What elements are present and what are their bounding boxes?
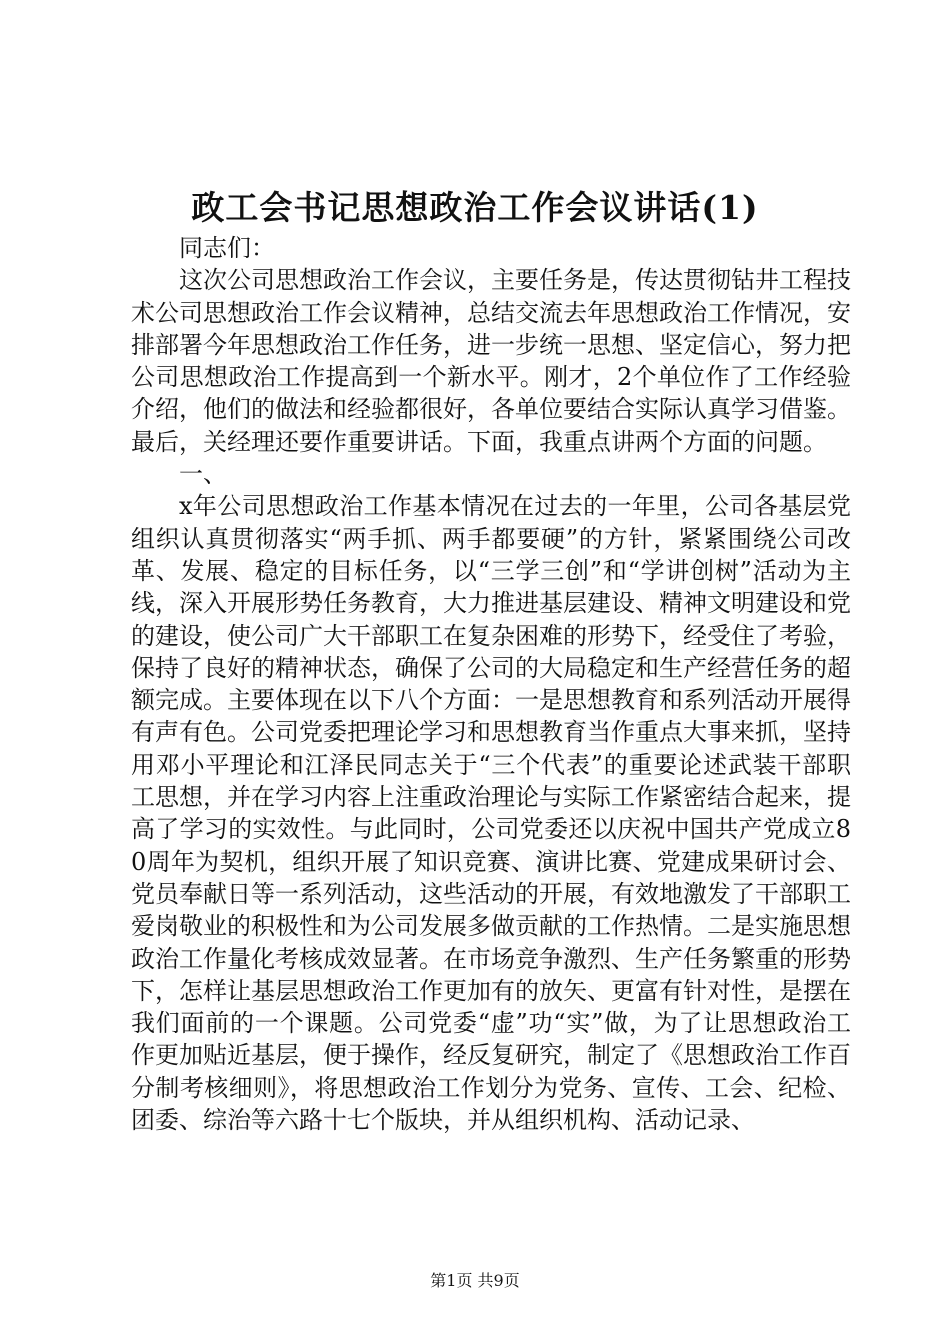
page-number-footer: 第1页 共9页: [430, 1271, 520, 1290]
greeting-paragraph: 同志们：: [179, 234, 275, 262]
section-paragraph: x年公司思想政治工作基本情况在过去的一年里，公司各基层党组织认真贯彻落实“两手抓、两手都要硬”的方针，紧紧围绕公司改革、发展、稳定的目标任务，以“三学三创”和“学讲创树”活动为主线，深入开展形势任务教育，大力推进基层建设、精神文明建设和党的建设，使公司广大干部职工在复杂困难的形势下，经受住了考验，保持了良好的精神状态，确保了公司的大局稳定和生产经营任务的超额完成。主要体现在以下八个方面：一是思想教育和系列活动开展得有声有色。公司党委把理论学习和思想教育当作重点大事来抓，坚持用邓小平理论和江泽民同志关于“三个代表”的重要论述武装干部职工思想，并在学习内容上注重政治理论与实际工作紧密结合起来，提高了学习的实效性。与此同时，公司党委还以庆祝中国共产党成立80周年为契机，组织开展了知识竞赛、演讲比赛、党建成果研讨会、党员奉献日等一系列活动，这些活动的开展，有效地激发了干部职工爱岗敬业的积极性和为公司发展多做贡献的工作热情。二是实施思想政治工作量化考核成效显著。在市场竞争激烈、生产任务繁重的形势下，怎样让基层思想政治工作更加有的放矢、更富有针对性，是摆在我们面前的一个课题。公司党委“虚”功“实”做，为了让思想政治工作更加贴近基层，便于操作，经反复研究，制定了《思想政治工作百分制考核细则》，将思想政治工作划分为党务、宣传、工会、纪检、团委、综治等六路十七个版块，并从组织机构、活动记录、: [131, 492, 851, 1135]
document-title: 政工会书记思想政治工作会议讲话(1): [191, 188, 759, 227]
section-heading: 一、: [179, 460, 227, 489]
intro-paragraph: 这次公司思想政治工作会议，主要任务是，传达贯彻钻井工程技术公司思想政治工作会议精神，总结交流去年思想政治工作情况，安排部署今年思想政治工作任务，进一步统一思想、坚定信心，努力把公司思想政治工作提高到一个新水平。刚才，2个单位作了工作经验介绍，他们的做法和经验都很好，各单位要结合实际认真学习借鉴。最后，关经理还要作重要讲话。下面，我重点讲两个方面的问题。: [131, 266, 851, 456]
document-body: [131, 232, 851, 1136]
